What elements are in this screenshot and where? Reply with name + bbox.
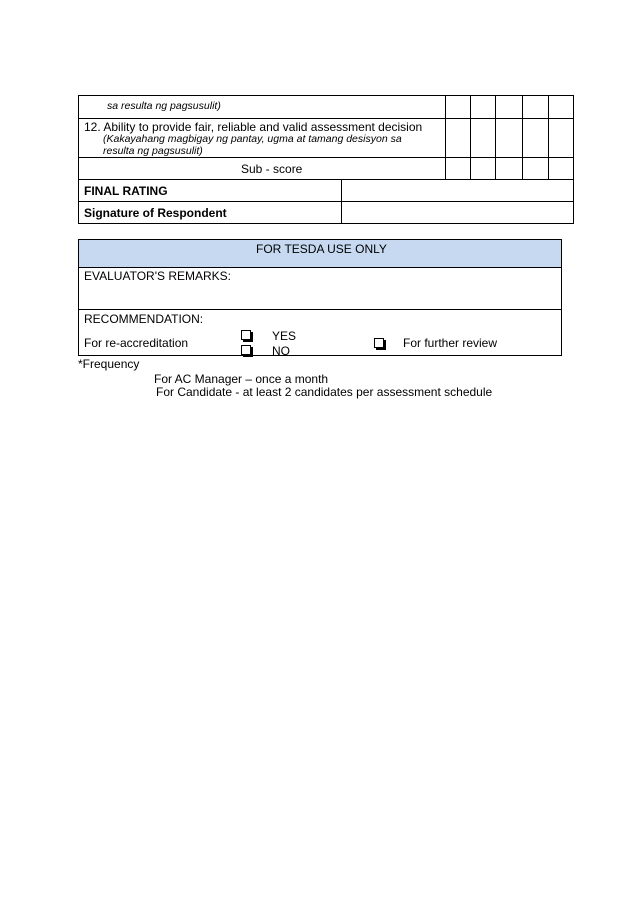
item-12-translation-line1: (Kakayahang magbigay ng pantay, ugma at tamang desisyon sa	[103, 133, 402, 145]
frequency-note: *Frequency	[78, 357, 140, 371]
further-review-label: For further review	[403, 336, 498, 350]
item-12-title: 12. Ability to provide fair, reliable and valid assessment decision	[84, 120, 423, 134]
subscore-label: Sub - score	[241, 162, 303, 176]
score-col-divider	[548, 96, 549, 179]
ac-manager-frequency: For AC Manager – once a month	[154, 372, 329, 386]
yes-label: YES	[272, 329, 297, 343]
candidate-frequency: For Candidate - at least 2 candidates per assessment schedule	[156, 385, 493, 399]
tesda-table	[78, 239, 562, 356]
final-rating-label: FINAL RATING	[84, 184, 168, 198]
score-col-divider	[495, 96, 496, 179]
score-col-divider	[445, 96, 446, 179]
score-col-divider	[522, 96, 523, 179]
row-divider	[79, 309, 561, 310]
item-12-translation-line2: resulta ng pagsusulit)	[103, 145, 203, 157]
final-rating-field[interactable]	[342, 180, 573, 201]
signature-label: Signature of Respondent	[84, 206, 227, 220]
recommendation-label: RECOMMENDATION:	[84, 312, 204, 326]
yes-checkbox[interactable]	[241, 330, 251, 340]
further-review-checkbox[interactable]	[374, 338, 384, 348]
tesda-header-title: FOR TESDA USE ONLY	[256, 242, 387, 256]
row-divider	[79, 118, 573, 119]
score-col-divider	[470, 96, 471, 179]
evaluator-remarks-label: EVALUATOR'S REMARKS:	[84, 269, 231, 283]
row-divider	[79, 267, 561, 268]
no-checkbox[interactable]	[241, 345, 251, 355]
signature-field[interactable]	[342, 202, 573, 223]
evaluator-remarks-field[interactable]	[80, 284, 560, 308]
reaccreditation-label: For re-accreditation	[84, 336, 189, 350]
item-11-continuation: sa resulta ng pagsusulit)	[107, 100, 221, 112]
no-label: NO	[272, 344, 290, 358]
rating-table	[78, 95, 574, 224]
